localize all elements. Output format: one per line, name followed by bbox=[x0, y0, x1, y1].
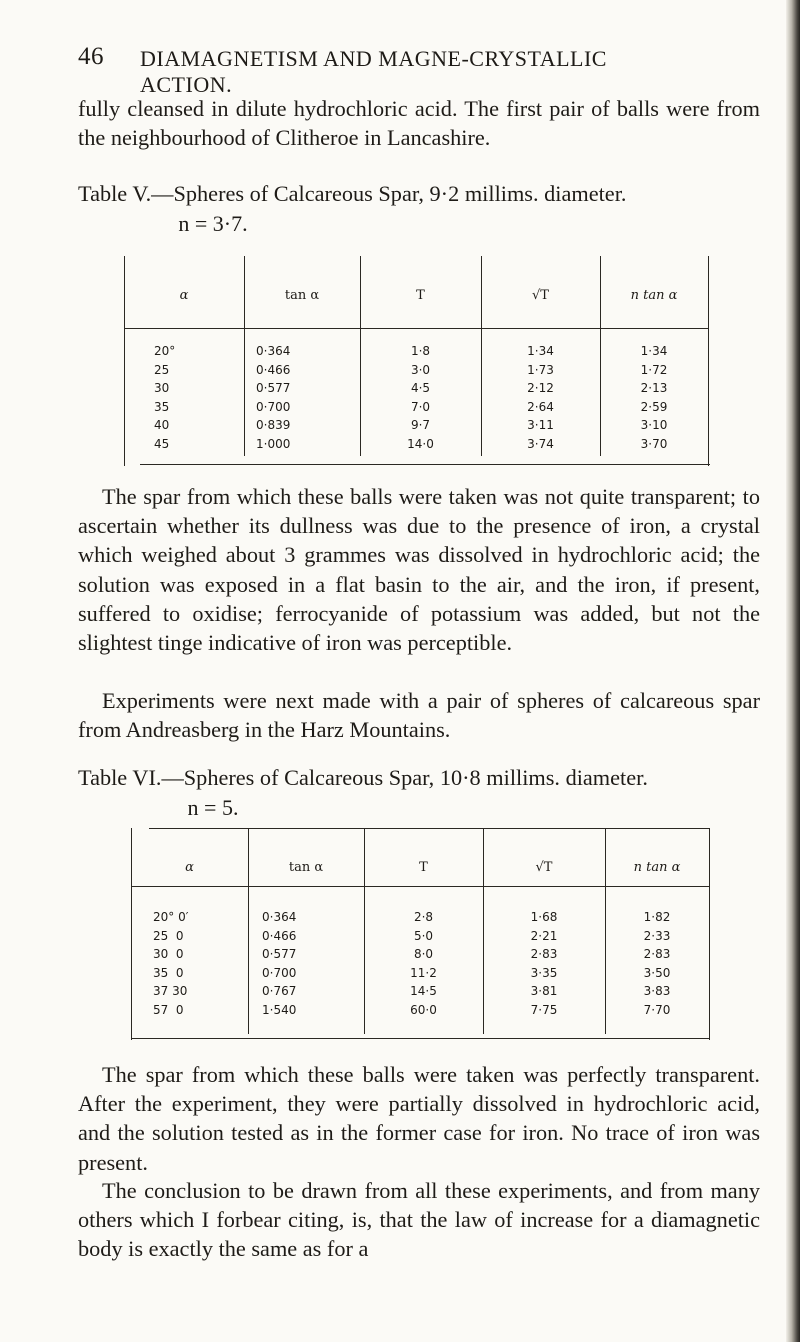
table-cell: 25 0 bbox=[153, 928, 184, 943]
table-6-column bbox=[605, 908, 709, 1020]
table-cell: 30 bbox=[154, 381, 170, 396]
table-cell: 3·50 bbox=[643, 965, 671, 980]
table-5-column bbox=[360, 342, 481, 454]
table-cell: 2·12 bbox=[527, 381, 554, 396]
table-cell: 3·10 bbox=[640, 418, 668, 433]
table-5-header: α bbox=[179, 288, 189, 303]
table-cell: 1·34 bbox=[640, 344, 668, 358]
table-cell: 8·0 bbox=[413, 947, 434, 962]
table-cell: 0·767 bbox=[262, 984, 297, 999]
table-cell: 25 bbox=[154, 362, 170, 377]
table-cell: 2·83 bbox=[643, 947, 671, 962]
table-5-header: √T bbox=[532, 288, 549, 303]
table-cell: 35 bbox=[154, 399, 170, 414]
page-number: 46 bbox=[78, 43, 104, 70]
table-cell: 2·83 bbox=[530, 947, 558, 962]
running-title: DIAMAGNETISM AND MAGNE-CRYSTALLIC ACTION. bbox=[140, 46, 607, 97]
table-6-title: Table VI.—Spheres of Calcareous Spar, 10·8 millims. diameter. bbox=[78, 765, 648, 790]
table-cell: 0·364 bbox=[256, 344, 291, 358]
table-cell: 2·21 bbox=[530, 928, 558, 943]
table-6-rule bbox=[131, 886, 709, 887]
table-6 bbox=[131, 828, 711, 1040]
table-cell: 3·83 bbox=[643, 984, 671, 999]
table-cell: 1·540 bbox=[262, 1002, 297, 1017]
table-5-column bbox=[154, 342, 175, 454]
table-cell: 0·466 bbox=[262, 928, 297, 943]
table-cell: 3·74 bbox=[527, 436, 554, 451]
paragraph-1: fully cleansed in dilute hydrochloric acid. The first pair of balls were from the neighbourhood of Clitheroe in Lancashire. bbox=[78, 96, 760, 151]
table-5-rule bbox=[244, 256, 245, 456]
table-cell: 37 30 bbox=[153, 984, 188, 999]
table-6-rule bbox=[149, 828, 709, 829]
table-cell: 2·13 bbox=[640, 381, 668, 396]
table-6-rule bbox=[709, 828, 710, 1040]
table-5-column bbox=[256, 342, 290, 454]
table-cell: 1·8 bbox=[410, 344, 431, 358]
table-6-column bbox=[262, 908, 296, 1020]
table-cell: 14·0 bbox=[407, 436, 434, 451]
page-edge-shadow bbox=[786, 0, 800, 1342]
table-6-column bbox=[153, 908, 188, 1020]
table-cell: 20° 0′ bbox=[153, 910, 189, 924]
table-cell: 7·0 bbox=[410, 399, 431, 414]
table-5-caption bbox=[78, 181, 768, 236]
paragraph-5: The conclusion to be drawn from all these experiments, and from many others which I forbear citing, is, that the law of increase for a diamagnetic body is exactly the same as for a bbox=[78, 1178, 760, 1262]
table-5 bbox=[124, 256, 710, 466]
table-cell: 3·81 bbox=[530, 984, 558, 999]
table-5-rule bbox=[124, 328, 708, 329]
table-5-header: n tan α bbox=[630, 288, 678, 303]
table-6-header: α bbox=[185, 860, 194, 875]
table-cell: 3·0 bbox=[410, 362, 431, 377]
table-cell: 0·577 bbox=[256, 381, 291, 396]
table-cell: 0·839 bbox=[256, 418, 291, 433]
table-5-rule bbox=[140, 464, 710, 465]
paragraph-4: The spar from which these balls were taken was perfectly transparent. After the experiment, they were partially dissolved in hydrochloric acid, and the solution tested as in the former case for iron. No trace of iron was present. bbox=[78, 1062, 760, 1175]
table-cell: 2·8 bbox=[413, 910, 434, 924]
table-6-column bbox=[364, 908, 483, 1020]
table-cell: 30 0 bbox=[153, 947, 184, 962]
table-cell: 1·82 bbox=[643, 910, 671, 924]
table-cell: 1·72 bbox=[640, 362, 668, 377]
table-cell: 3·70 bbox=[640, 436, 668, 451]
table-cell: 2·64 bbox=[527, 399, 554, 414]
paragraph-2: The spar from which these balls were taken was not quite transparent; to ascertain whether its dullness was due to the presence of iron, a crystal which weighed about 3 grammes was dissolved in hydrochloric acid; the solution was exposed in a flat basin to the air, and the iron, if present, suffered to oxidise; ferrocyanide of potassium was added, but not the slightest tinge indicative of iron was perceptible. bbox=[78, 484, 760, 656]
table-6-n-value: n = 5. bbox=[187, 795, 239, 820]
table-cell: 11·2 bbox=[410, 965, 437, 980]
table-cell: 1·34 bbox=[527, 344, 554, 358]
table-5-column bbox=[481, 342, 600, 454]
table-cell: 7·75 bbox=[530, 1002, 558, 1017]
table-5-n-value: n = 3·7. bbox=[178, 211, 248, 236]
table-cell: 9·7 bbox=[410, 418, 431, 433]
table-cell: 2·33 bbox=[643, 928, 671, 943]
table-cell: 45 bbox=[154, 436, 170, 451]
table-cell: 57 0 bbox=[153, 1002, 184, 1017]
table-cell: 14·5 bbox=[410, 984, 437, 999]
table-cell: 7·70 bbox=[643, 1002, 671, 1017]
table-5-title: Table V.—Spheres of Calcareous Spar, 9·2 millims. diameter. bbox=[78, 181, 627, 206]
table-5-header: T bbox=[416, 288, 425, 303]
table-5-header: tan α bbox=[284, 288, 320, 303]
table-5-column bbox=[600, 342, 708, 454]
table-cell: 0·700 bbox=[262, 965, 297, 980]
table-cell: 1·000 bbox=[256, 436, 291, 451]
table-cell: 1·73 bbox=[527, 362, 554, 377]
table-cell: 1·68 bbox=[530, 910, 558, 924]
table-cell: 35 0 bbox=[153, 965, 184, 980]
table-cell: 5·0 bbox=[413, 928, 434, 943]
table-6-header: tan α bbox=[288, 860, 324, 875]
table-cell: 0·466 bbox=[256, 362, 291, 377]
table-cell: 4·5 bbox=[410, 381, 431, 396]
paragraph-3: Experiments were next made with a pair of spheres of calcareous spar from Andreasberg in the Harz Mountains. bbox=[78, 688, 760, 743]
table-5-rule bbox=[708, 256, 709, 466]
table-6-header: T bbox=[419, 860, 428, 875]
table-6-rule bbox=[131, 1038, 709, 1039]
table-6-header: n tan α bbox=[633, 860, 681, 875]
table-cell: 0·700 bbox=[256, 399, 291, 414]
table-cell: 0·364 bbox=[262, 910, 297, 924]
table-cell: 2·59 bbox=[640, 399, 668, 414]
table-6-column bbox=[483, 908, 605, 1020]
table-6-header: √T bbox=[535, 860, 553, 875]
table-cell: 20° bbox=[154, 344, 176, 358]
table-cell: 40 bbox=[154, 418, 170, 433]
table-6-rule bbox=[248, 828, 249, 1034]
table-cell: 3·11 bbox=[527, 418, 554, 433]
table-cell: 0·577 bbox=[262, 947, 297, 962]
table-6-caption bbox=[78, 765, 768, 820]
table-cell: 60·0 bbox=[410, 1002, 437, 1017]
table-cell: 3·35 bbox=[530, 965, 558, 980]
